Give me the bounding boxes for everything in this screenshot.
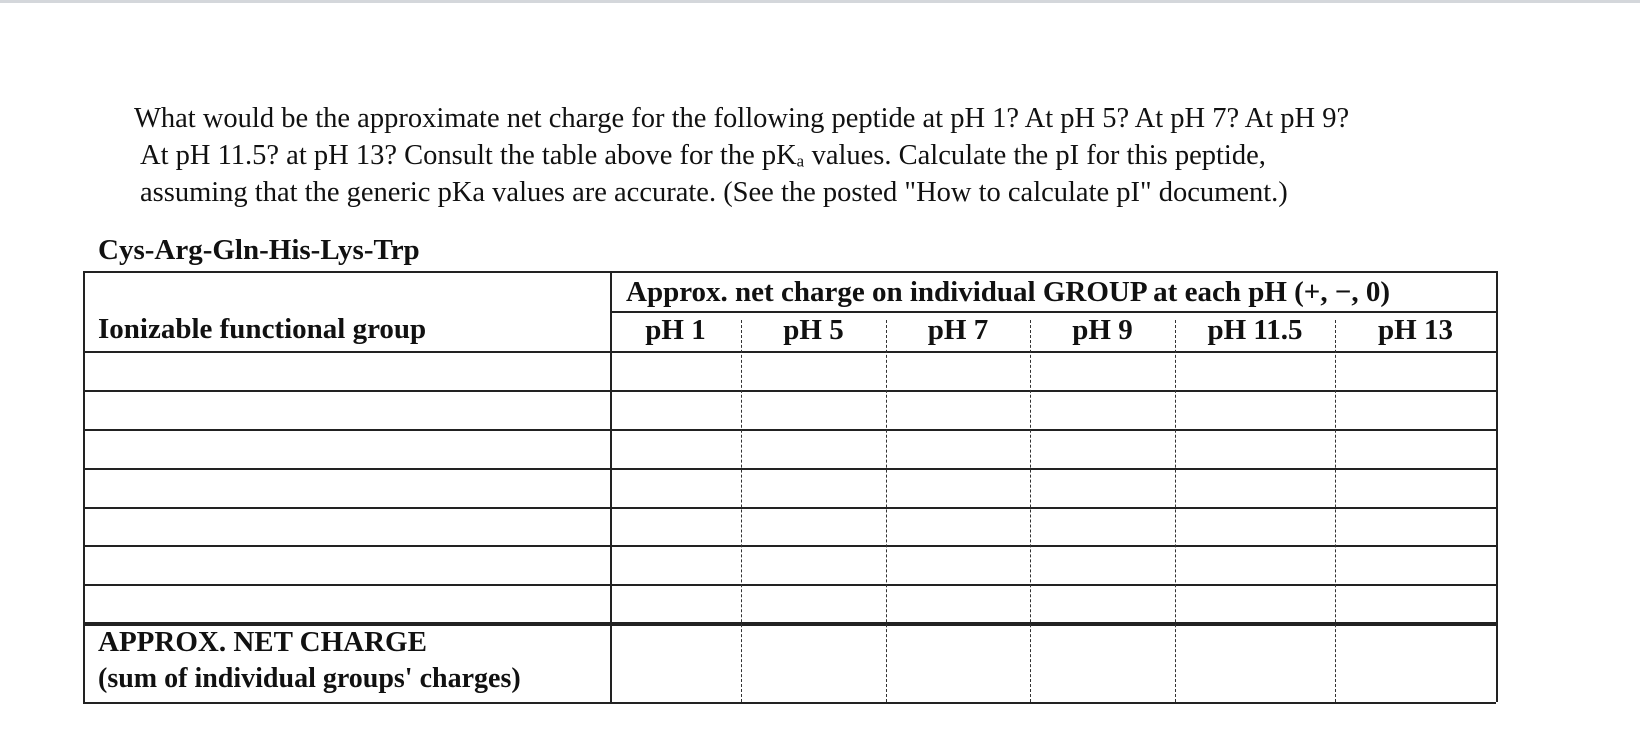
charge-cell[interactable] (1179, 511, 1331, 541)
peptide-sequence: Cys-Arg-Gln-His-Lys-Trp (98, 234, 420, 266)
charge-cell[interactable] (1339, 355, 1492, 386)
group-cell[interactable] (87, 472, 606, 503)
row-divider (83, 390, 1496, 392)
question-line-3: assuming that the generic pKa values are accurate. (See the posted "How to calculate pI" document.) (140, 177, 1288, 208)
row-divider (83, 351, 1496, 353)
group-cell[interactable] (87, 394, 606, 425)
charge-cell[interactable] (1179, 433, 1331, 464)
charge-cell[interactable] (614, 511, 737, 541)
charge-cell[interactable] (1339, 511, 1492, 541)
net-charge-cell[interactable] (745, 627, 882, 697)
charge-cell[interactable] (1034, 355, 1171, 386)
ph-column-divider (1175, 320, 1176, 702)
charge-cell[interactable] (614, 588, 737, 619)
net-charge-cell[interactable] (1339, 627, 1492, 697)
table-border-left (83, 271, 85, 702)
charge-cell[interactable] (614, 394, 737, 425)
charge-cell[interactable] (614, 355, 737, 386)
row-divider (83, 507, 1496, 509)
charge-cell[interactable] (614, 433, 737, 464)
group-cell[interactable] (87, 355, 606, 386)
top-border (0, 0, 1640, 3)
ph-column-header: pH 7 (927, 314, 989, 346)
row-divider (83, 468, 1496, 470)
charge-cell[interactable] (890, 433, 1026, 464)
net-charge-cell[interactable] (1179, 627, 1331, 697)
charge-cell[interactable] (745, 511, 882, 541)
ph-column-divider (1030, 320, 1031, 702)
charge-cell[interactable] (1179, 588, 1331, 619)
group-cell[interactable] (87, 549, 606, 580)
charge-cell[interactable] (614, 549, 737, 580)
question-line-1: What would be the approximate net charge for the following peptide at pH 1? At pH 5? At pH 7? At pH 9? (134, 103, 1350, 134)
charge-cell[interactable] (1034, 588, 1171, 619)
charge-cell[interactable] (614, 472, 737, 503)
ph-column-header: pH 5 (783, 314, 844, 346)
charge-cell[interactable] (1179, 355, 1331, 386)
table-border-bottom (83, 702, 1496, 704)
ph-column-divider (741, 320, 742, 702)
net-charge-cell[interactable] (890, 627, 1026, 697)
table-border-top (83, 271, 1496, 273)
charge-cell[interactable] (1339, 433, 1492, 464)
charge-cell[interactable] (1339, 394, 1492, 425)
charge-cell[interactable] (1179, 394, 1331, 425)
group-cell[interactable] (87, 511, 606, 541)
charge-cell[interactable] (1339, 472, 1492, 503)
charge-cell[interactable] (745, 472, 882, 503)
charge-cell[interactable] (890, 394, 1026, 425)
row-divider (83, 584, 1496, 586)
charge-cell[interactable] (745, 433, 882, 464)
charge-cell[interactable] (1034, 511, 1171, 541)
charge-cell[interactable] (890, 549, 1026, 580)
ph-column-header: pH 9 (1072, 314, 1133, 346)
row-divider (83, 429, 1496, 431)
charge-cell[interactable] (745, 588, 882, 619)
net-charge-cell[interactable] (614, 627, 737, 697)
charge-cell[interactable] (1034, 472, 1171, 503)
group-cell[interactable] (87, 433, 606, 464)
charge-cell[interactable] (890, 588, 1026, 619)
charge-cell[interactable] (1339, 549, 1492, 580)
charge-cell[interactable] (745, 355, 882, 386)
table-border-right (1496, 271, 1498, 702)
net-charge-label: APPROX. NET CHARGE (98, 626, 427, 658)
charge-cell[interactable] (1034, 433, 1171, 464)
charge-header: Approx. net charge on individual GROUP at each pH (+, −, 0) (626, 276, 1391, 308)
charge-cell[interactable] (1034, 394, 1171, 425)
group-cell[interactable] (87, 588, 606, 619)
question-text (134, 100, 1540, 211)
ph-column-header: pH 13 (1378, 314, 1453, 346)
ph-column-header: pH 11.5 (1207, 314, 1303, 346)
group-header: Ionizable functional group (98, 313, 427, 345)
ph-column-divider (886, 320, 887, 702)
charge-cell[interactable] (1179, 472, 1331, 503)
charge-cell[interactable] (1034, 549, 1171, 580)
ph-column-divider (1335, 320, 1336, 702)
charge-cell[interactable] (1339, 588, 1492, 619)
header-divider (610, 311, 1496, 313)
net-charge-cell[interactable] (1034, 627, 1171, 697)
ph-column-header: pH 1 (645, 314, 706, 346)
charge-cell[interactable] (890, 472, 1026, 503)
charge-cell[interactable] (745, 549, 882, 580)
question-line-2: At pH 11.5? at pH 13? Consult the table above for the pKₐ values. Calculate the pI for this peptide, (140, 140, 1266, 171)
row-divider (83, 545, 1496, 547)
charge-cell[interactable] (1179, 549, 1331, 580)
charge-cell[interactable] (890, 511, 1026, 541)
charge-cell[interactable] (890, 355, 1026, 386)
charge-cell[interactable] (745, 394, 882, 425)
net-charge-sublabel: (sum of individual groups' charges) (98, 663, 521, 694)
